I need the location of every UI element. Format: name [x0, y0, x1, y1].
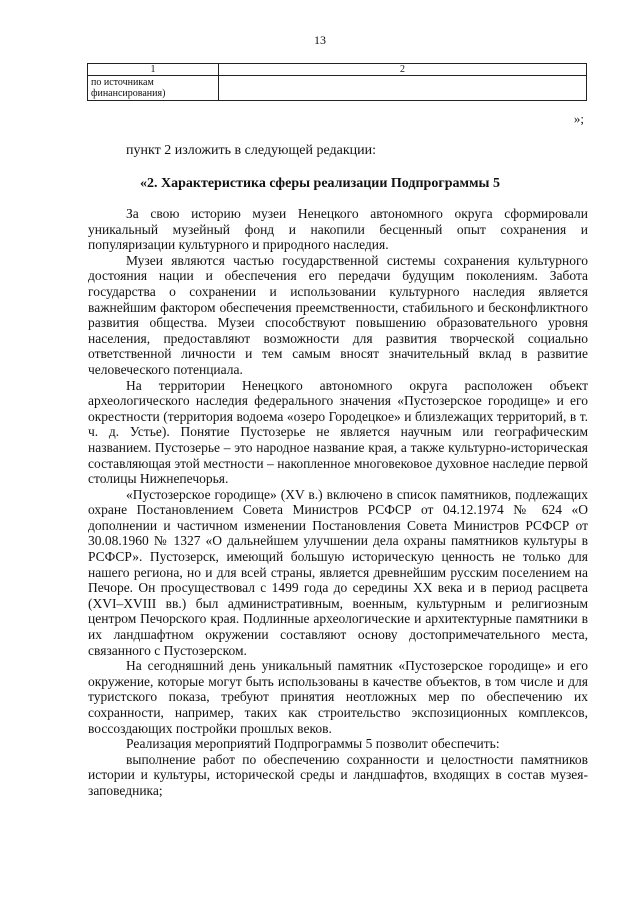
paragraph: Музеи являются частью государственной системы сохранения культурного достояния нации и обеспечения его передачи будущим поколениям. Забота государства о сохранении и использовании культурного наследия является важнейшим фактором обеспечения преемственности, стабильного и бесконфликтного развития общества. Музеи способствуют повышению образовательного уровня населения, предоставляют возможности для развития творческой социально ответственной личности и тем самым вносят значительный вклад в развитие человеческого потенциала.: [88, 252, 588, 377]
table-header-col1: 1: [88, 64, 219, 76]
paragraph: На территории Ненецкого автономного округа расположен объект археологического наследия федерального значения «Пустозерское городище» и его окрестности (территория водоема «озеро Городецкое» и близлежащих территорий, в т. ч. д. Устье). Понятие Пустозерье не является научным или географическим названием. Пустозерье – это народное название края, а также культурно-историческая составляющая этой местности – накопленное многовековое духовное наследие первой столицы Нижнепечорья.: [88, 377, 588, 487]
body-text: [88, 206, 588, 799]
closing-quote-mark: »;: [573, 111, 584, 126]
table-cell-funding-sources: по источникам финансирования): [88, 76, 219, 101]
paragraph: За свою историю музеи Ненецкого автономного округа сформировали уникальный музейный фонд и накопили бесценный опыт сохранения и популяризации культурного и природного наследия.: [88, 206, 588, 253]
table-header-row: [88, 64, 587, 76]
paragraph: «Пустозерское городище» (XV в.) включено в список памятников, подлежащих охране Постановлением Совета Министров РСФСР от 04.12.1974 № 624 «О дополнении и частичном изменении Постановления Совета Министров РСФСР от 30.08.1960 № 1327 «О дальнейшем улучшении дела охраны памятников культуры в РСФСР». Пустозерск, имеющий большую историческую ценность не только для нашего региона, но и для всей страны, является древнейшим русским поселением на Печоре. Он просуществовал с 1499 года до середины XX века и в период расцвета (XVI–XVIII вв.) был административным, военным, культурным и религиозным центром Печорского края. Подлинные археологические и архитектурные памятники в их ландшафтном окружении составляют основу достопримечательного места, связанного с Пустозерском.: [88, 486, 588, 658]
table-cell-empty: [219, 76, 587, 101]
section-heading: «2. Характеристика сферы реализации Подпрограммы 5: [139, 176, 500, 191]
amendment-lead-text: пункт 2 изложить в следующей редакции:: [126, 143, 376, 158]
paragraph: Реализация мероприятий Подпрограммы 5 позволит обеспечить:: [126, 736, 500, 752]
continuation-table: [87, 63, 587, 101]
paragraph: выполнение работ по обеспечению сохранности и целостности памятников истории и культуры, исторической среды и ландшафтов, входящих в состав музея-заповедника;: [88, 751, 588, 798]
paragraph: На сегодняшний день уникальный памятник «Пустозерское городище» и его окружение, которые могут быть использованы в качестве объектов, в том числе и для туристского показа, требуют принятия неотложных мер по обеспечению их сохранности, например, таких как строительство экспозиционных комплексов, воссоздающих постройки прошлых веков.: [88, 658, 588, 736]
page-number: 13: [314, 33, 326, 47]
table-header-col2: 2: [219, 64, 587, 76]
table-row: [88, 76, 587, 101]
